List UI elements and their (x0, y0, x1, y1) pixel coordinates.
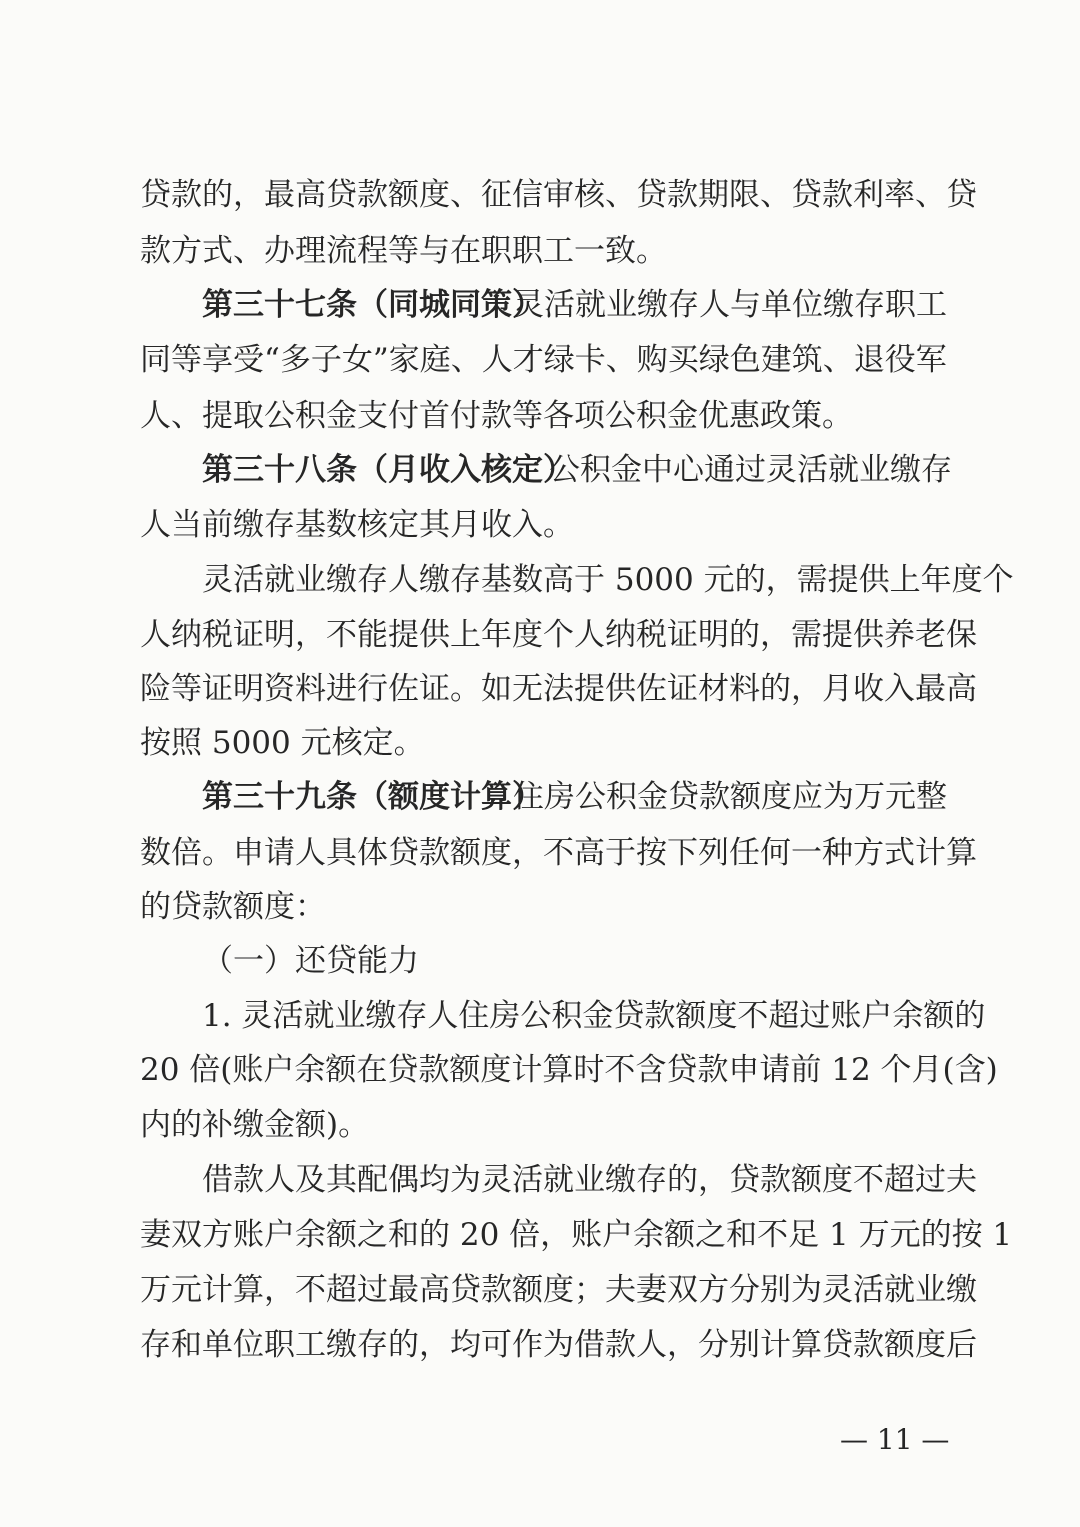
line-text: 同等享受“多子女”家庭、人才绿卡、购买绿色建筑、退役军 (140, 342, 947, 378)
line-text: 20 倍(账户余额在贷款额度计算时不含贷款申请前 12 个月(含) (140, 1052, 998, 1088)
text-line-14 (0, 878, 1080, 936)
article-39-heading-line (0, 768, 1080, 826)
article-39-heading: 第三十九条（额度计算） (202, 779, 543, 815)
text-line-4 (0, 331, 1080, 389)
text-line-18 (0, 1096, 1080, 1154)
line-text: 灵活就业缴存人与单位缴存职工 (513, 287, 947, 323)
text-line-21 (0, 1261, 1080, 1319)
text-line-16 (0, 987, 1080, 1045)
text-line-8 (0, 551, 1080, 609)
line-text: 住房公积金贷款额度应为万元整 (513, 779, 947, 815)
line-text: 内的补缴金额)。 (140, 1107, 370, 1143)
text-line-11 (0, 714, 1080, 772)
line-text: 人纳税证明，不能提供上年度个人纳税证明的，需提供养老保 (140, 617, 977, 653)
line-text: 数倍。申请人具体贷款额度，不高于按下列任何一种方式计算 (140, 835, 977, 871)
line-text: 贷款的，最高贷款额度、征信审核、贷款期限、贷款利率、贷 (140, 177, 977, 213)
text-line-9 (0, 606, 1080, 664)
line-text: （一）还贷能力 (202, 943, 419, 979)
line-text: 险等证明资料进行佐证。如无法提供佐证材料的，月收入最高 (140, 671, 977, 707)
article-38-heading-line (0, 441, 1080, 499)
text-line-19 (0, 1151, 1080, 1209)
text-line-7 (0, 496, 1080, 554)
line-text: 灵活就业缴存人缴存基数高于 5000 元的，需提供上年度个 (202, 562, 1014, 598)
line-text: 款方式、办理流程等与在职职工一致。 (140, 233, 667, 269)
line-text: 人、提取公积金支付首付款等各项公积金优惠政策。 (140, 398, 853, 434)
text-line-1 (0, 166, 1080, 224)
line-text: 妻双方账户余额之和的 20 倍，账户余额之和不足 1 万元的按 1 (140, 1217, 1013, 1253)
text-line-5 (0, 387, 1080, 445)
line-text: 公积金中心通过灵活就业缴存 (549, 452, 952, 488)
line-text: 万元计算，不超过最高贷款额度；夫妻双方分别为灵活就业缴 (140, 1272, 977, 1308)
line-text: 的贷款额度： (140, 889, 326, 925)
article-38-heading: 第三十八条（月收入核定） (202, 452, 574, 488)
line-text: 存和单位职工缴存的，均可作为借款人，分别计算贷款额度后 (140, 1327, 977, 1363)
section-heading-repayment (0, 932, 1080, 990)
line-text: 1. 灵活就业缴存人住房公积金贷款额度不超过账户余额的 (202, 998, 986, 1034)
article-37-heading-line (0, 276, 1080, 334)
article-37-heading: 第三十七条（同城同策） (202, 287, 543, 323)
text-line-20 (0, 1206, 1080, 1264)
text-line-2 (0, 222, 1080, 280)
line-text: 人当前缴存基数核定其月收入。 (140, 507, 574, 543)
line-text: 借款人及其配偶均为灵活就业缴存的，贷款额度不超过夫 (202, 1162, 977, 1198)
text-line-10 (0, 660, 1080, 718)
text-line-17 (0, 1041, 1080, 1099)
text-line-22 (0, 1316, 1080, 1374)
page-number: — 11 — (840, 1423, 950, 1456)
line-text: 按照 5000 元核定。 (140, 725, 425, 761)
text-line-13 (0, 824, 1080, 882)
